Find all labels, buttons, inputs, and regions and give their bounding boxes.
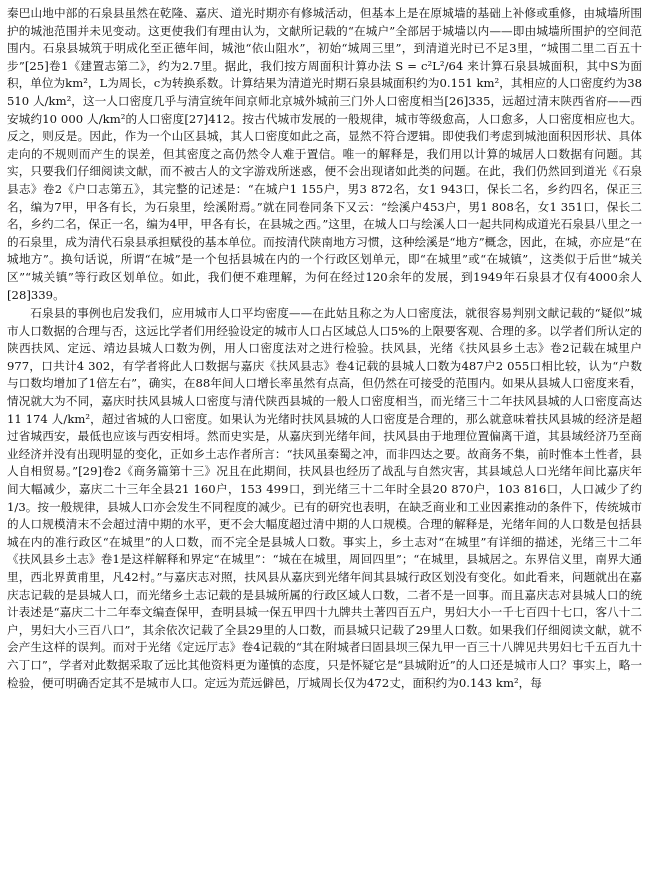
paragraph-population-density-method: 石泉县的事例也启发我们，应用城市人口平均密度——在此姑且称之为人口密度法，就很容易判别文献记载的“疑似”城市人口数据的合理与否，这远比学者们用经验设定的城市人口占区域总人口5%的上限要客观、合理的多。以学者们所认定的陕西扶风、定远、靖边县城人口数为例，用人口密度法对之进行检验。扶风县，光绪《扶风县乡土志》卷2记载在城里户977，口共计4 302，有学者将此人口数据与嘉庆《扶风县志》卷4记载的县城人口数为487户2 055口相比较，认为“户数与口数均增加了1倍左右”，确实，在88年间人口增长率虽然有点高，但仍然在可接受的范围内。如果从县城人口密度来看，情况就大为不同，嘉庆时扶风县城人口密度与清代陕西县城的一般人口密度相当，而光绪三十二年扶风县城的人口密度高达11 174 人/km²，超过省城的人口密度。如果认为光绪时扶风县城的人口密度是合理的，那么就意味着扶风县城的经济是超过省城西安，最低也应该与西安相埒。然而史实是，从嘉庆到光绪年间，扶风县由于地理位置偏离干道，其县域经济乃至商业经济并没有出现明显的变化，正如乡土志作者所言：“扶风虽秦蜀之冲，而非四达之要。故商务不集，前时惟本土性者，县人自相贸易。”[29]卷2《商务篇第十三》况且在此期间，扶风县也经历了战乱与自然灾害，其县域总人口光绪年间比嘉庆年间大幅减少，嘉庆二十三年全县21 160户，153 499口，到光绪三十二年时全县20 870户，103 816口，人口减少了约1/3。按一般规律，县城人口亦会发生不同程度的减少。已有的研究也表明，在缺乏商业和工业因素推动的条件下，传统城市的人口规模清末不会超过清中期的水平，更不会大幅度超过清中期的人口规模。合理的解释是，光绪年间的人口数是包括县城在内的准行政区“在城里”的人口数，而不完全是县城人口数。事实上，乡土志对“在城里”有详细的描述，光绪三十二年《扶风县乡土志》卷1是这样解释和界定“在城里”：“城在在城里，周回四里”；“在城里，县城居之。东界信义里，南界大通里，西北界黄甫里，凡42村。”与嘉庆志对照，扶风县从嘉庆到光绪年间其县城行政区划没有变化。如此看来，问题就出在嘉庆志记载的是县城人口，而光绪乡土志记载的是县城所属的行政区域人口数，二者不是一回事。而且嘉庆志对县城人口的统计表述是“嘉庆二十二年奉文编查保甲，查明县城一保五甲四十九牌共土著四百五户，男妇大小一千七百四十七口，客八十二户，男妇大小三百八口”，其余依次记载了全县29里的人口数，而县城只记载了29里人口数。如果我们仔细阅读文献，就不会产生这样的误判。而对于光绪《定远厅志》卷4记载的“其在附城者曰固县坝三保九甲一百三十八牌见共男妇七千五百九十六丁口”，学者对此数据采取了远比其他资料更为谨慎的态度，只是怀疑它是“县城附近”的人口还是城市人口？事实上，略一检验，便可明确否定其不是城市人口。定远为荒远僻邑，厅城周长仅为472丈，面积约为0.143 km²，每 <box>7 306 642 690</box>
paragraph-shiquan-county: 秦巴山地中部的石泉县虽然在乾隆、嘉庆、道光时期亦有修城活动，但基本上是在原城墙的基础上补修或重修，由城墙所围护的城池范围并未见变动。这更使我们有理由认为，文献所记载的“在城户”全部居于城墙以内——即由城墙所围护的空间范围内。石泉县城筑于明成化至正德年间，城池“依山阻水”，初始“城周三里”，到清道光时已不足3里，“城围二里二百五十步”[25]卷1《建置志第二》，约为2.7里。据此，我们按方周面积计算办法 S = c²L²/64 来计算石泉县城面积，其中S为面积，单位为km²，L为周长，c为转换系数。计算结果为清道光时期石泉县城面积约为0.151 km²，其相应的人口密度约为38 510 人/km²，这一人口密度几乎与清宣统年间京师北京城外城前三门外人口密度相当[26]335，远超过清末陕西省府——西安城约10 000 人/km²的人口密度[27]412。按古代城市发展的一般规律，城市等级愈高，人口愈多，人口密度相应也大。反之，则反是。因此，作为一个山区县城，其人口密度如此之高，显然不符合逻辑。即使我们考虑到城池面积因形状、具体走向的不规则而产生的误差，但其密度之高仍然令人难于置信。唯一的解释是，我们用以计算的城居人口数据有问题。其实，只要我们仔细阅读文献，而不被古人的文字游戏所迷惑，便不会出现诸如此类的问题。在此，我们仍然回到道光《石泉县志》卷2《户口志第五》，其完整的记述是：“在城户1 155户，男3 872名，女1 943口，保长二名，乡约四名，保正三名，编为7甲，甲各有长，为石泉里，绘溪附焉。”就在同卷同条下又云：“绘溪户453户，男1 808名，女1 351口，保长二名，乡约二名，保正一名，编为4甲，甲各有长，在县城之西。”这里，在城人口与绘溪人口一起共同构成道光石泉县八里之一的石泉里，成为清代石泉县承担赋役的基本单位。而按清代陕南地方习惯，这种绘溪是“地方”概念，因此，在城，亦应是“在城地方”。换句话说，所谓“在城”是一个包括县城在内的一个行政区划单元，即“在城里”或“在城镇”，这类似于后世“城关区”“城关镇”等行政区划单位。如此，我们便不难理解，为何在经过120余年的发展，到1949年石泉县才仅有4000余人[28]339。 <box>7 6 642 302</box>
